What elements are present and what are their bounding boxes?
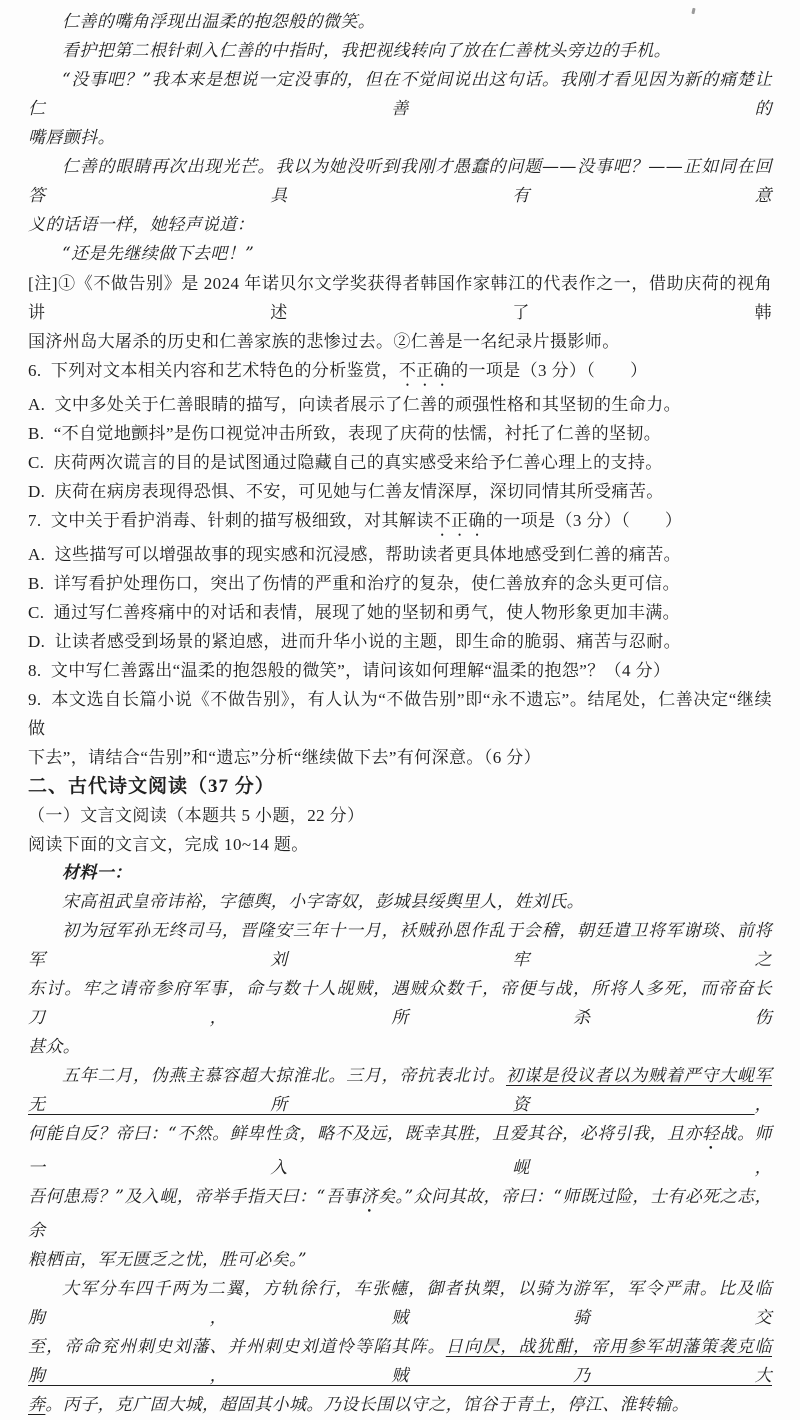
excerpt-line bbox=[28, 124, 772, 153]
question-6-option-c bbox=[28, 448, 772, 477]
text-run: A. 文中多处关于仁善眼睛的描写，向读者展示了仁善的顽强性格和其坚韧的生命力。 bbox=[28, 395, 682, 414]
subsection-1-heading bbox=[28, 801, 772, 830]
text-run: C. 庆荷两次谎言的目的是试图通过隐藏自己的真实感受来给予仁善心理上的支持。 bbox=[28, 453, 663, 472]
text-run: [注]①《不做告别》是 2024 年诺贝尔文学奖获得者韩国作家韩江的代表作之一，借助庆荷的视角讲述了韩 bbox=[28, 274, 772, 322]
text-run: 宋高祖武皇帝讳裕，字德舆，小字寄奴，彭城县绥舆里人，姓刘氏。 bbox=[62, 892, 584, 912]
classical-text-line bbox=[28, 1246, 772, 1275]
question-9 bbox=[28, 743, 772, 772]
footnote-line bbox=[28, 269, 772, 327]
text-run: “还是先继续做下去吧！” bbox=[62, 244, 255, 264]
excerpt-line bbox=[28, 153, 772, 211]
classical-text-line bbox=[28, 917, 772, 975]
text-run: 6. 下列对文本相关内容和艺术特色的分析鉴赏， bbox=[28, 361, 399, 380]
question-7-option-d bbox=[28, 627, 772, 656]
emphasis-dotted-text: 济 bbox=[360, 1187, 379, 1207]
text-run: A. 这些描写可以增强故事的现实感和沉浸感，帮助读者更具体地感受到仁善的痛苦。 bbox=[28, 545, 682, 564]
text-run: ， bbox=[754, 1095, 772, 1115]
underlined-text: 初谋是役议者以为贼着严守大岘军无所资 bbox=[28, 1066, 773, 1115]
text-run: 的一项是（3 分）（ ） bbox=[485, 511, 683, 530]
classical-text-line bbox=[28, 1275, 772, 1333]
text-run: 至，帝命兖州刺史刘藩、并州刺史刘道怜等陷其阵。 bbox=[28, 1337, 446, 1357]
text-run: 下去”，请结合“告别”和“遗忘”分析“继续做下去”有何深意。（6 分） bbox=[28, 748, 542, 767]
excerpt-line bbox=[28, 8, 772, 37]
text-run: 阅读下面的文言文，完成 10~14 题。 bbox=[28, 835, 309, 854]
question-7-option-b bbox=[28, 569, 772, 598]
question-7-option-c bbox=[28, 598, 772, 627]
classical-text-line bbox=[28, 1333, 772, 1391]
classical-text-line bbox=[28, 888, 772, 917]
text-run: C. 通过写仁善疼痛中的对话和表情，展现了她的坚韧和勇气，使人物形象更加丰满。 bbox=[28, 603, 681, 622]
footnote-line bbox=[28, 327, 772, 356]
text-run: B. “不自觉地颤抖”是伤口视觉冲击所致，表现了庆荷的怯懦，衬托了仁善的坚韧。 bbox=[28, 424, 662, 443]
text-run: 的一项是（3 分）（ ） bbox=[451, 361, 648, 380]
text-run: 初为冠军孙无终司马，晋隆安三年十一月，袄贼孙恩作乱于会稽，朝廷遣卫将军谢琰、前将军刘牢之 bbox=[28, 921, 772, 970]
question-7-option-a bbox=[28, 540, 772, 569]
document-lines bbox=[28, 8, 772, 1420]
emphasis-dotted-text: 不正确 bbox=[398, 361, 452, 380]
text-run: 看护把第二根针刺入仁善的中指时，我把视线转向了放在仁善枕头旁边的手机。 bbox=[62, 41, 671, 61]
excerpt-line bbox=[28, 66, 772, 124]
question-7-stem bbox=[28, 506, 772, 540]
text-run: 仁善的眼睛再次出现光芒。我以为她没听到我刚才愚蠢的问题——没事吧？——正如同在回答具有意 bbox=[28, 157, 772, 206]
excerpt-line bbox=[28, 240, 772, 269]
classical-text-line bbox=[28, 1391, 772, 1420]
text-run: 国济州岛大屠杀的历史和仁善家族的悲惨过去。②仁善是一名纪录片摄影师。 bbox=[28, 332, 620, 351]
reading-instruction bbox=[28, 830, 772, 859]
text-run: 9. 本文选自长篇小说《不做告别》，有人认为“不做告别”即“永不遗忘”。结尾处，仁善决定“继续做 bbox=[28, 690, 772, 738]
text-run: 甚众。 bbox=[28, 1037, 81, 1057]
text-run: 矣。”众问其故，帝曰：“师既过险，士有必死之志，余 bbox=[28, 1187, 772, 1241]
text-run: D. 庆荷在病房表现得恐惧、不安，可见她与仁善友情深厚，深切同情其所受痛苦。 bbox=[28, 482, 664, 501]
text-run: 五年二月，伪燕主慕容超大掠淮北。三月，帝抗表北讨。 bbox=[62, 1066, 506, 1086]
text-run: （一）文言文阅读（本题共 5 小题，22 分） bbox=[28, 806, 365, 825]
text-run: 义的话语一样，她轻声说道： bbox=[28, 215, 255, 235]
text-run: 吾何患焉？”及入岘，帝举手指天曰：“吾事 bbox=[28, 1187, 361, 1207]
text-run: 材料一： bbox=[62, 863, 132, 883]
excerpt-line bbox=[28, 211, 772, 240]
text-run: 。丙子，克广固大城，超固其小城。乃设长围以守之，馆谷于青土，停江、淮转输。 bbox=[45, 1395, 690, 1415]
emphasis-dotted-text: 轻 bbox=[702, 1124, 720, 1144]
text-run: “没事吧？”我本来是想说一定没事的，但在不觉间说出这句话。我刚才看见因为新的痛楚让仁善的 bbox=[28, 70, 772, 119]
text-run: 嘴唇颤抖。 bbox=[28, 128, 115, 148]
text-run: 大军分车四千两为二翼，方轨徐行，车张幰，御者执槊，以骑为游军，军令严肃。比及临朐，贼骑交 bbox=[28, 1279, 772, 1328]
question-6-stem bbox=[28, 356, 772, 390]
question-6-option-a bbox=[28, 390, 772, 419]
text-run: 8. 文中写仁善露出“温柔的抱怨般的微笑”，请问该如何理解“温柔的抱怨”？（4 分） bbox=[28, 661, 671, 680]
question-9 bbox=[28, 685, 772, 743]
text-run: 何能自反？帝曰：“不然。鲜卑性贪，略不及远，既幸其胜，且爱其谷，必将引我，且亦 bbox=[28, 1124, 703, 1144]
text-run: 二、古代诗文阅读（37 分） bbox=[28, 776, 275, 797]
text-run: 粮栖亩，军无匮乏之忧，胜可必矣。” bbox=[28, 1250, 307, 1270]
classical-text-line bbox=[28, 1033, 772, 1062]
section-2-heading bbox=[28, 772, 772, 801]
classical-text-line bbox=[28, 975, 772, 1033]
question-8 bbox=[28, 656, 772, 685]
text-run: 7. 文中关于看护消毒、针刺的描写极细致，对其解读 bbox=[28, 511, 434, 530]
classical-text-line bbox=[28, 1062, 772, 1120]
classical-text-line bbox=[28, 1120, 772, 1183]
question-6-option-b bbox=[28, 419, 772, 448]
excerpt-line bbox=[28, 37, 772, 66]
text-run: 东讨。牢之请帝参府军事，命与数十人觇贼，遇贼众数千，帝便与战，所将人多死，而帝奋长刀，所杀伤 bbox=[28, 979, 772, 1028]
text-run: 仁善的嘴角浮现出温柔的抱怨般的微笑。 bbox=[62, 12, 376, 32]
underlined-text: 奔 bbox=[28, 1395, 46, 1415]
material-1-label bbox=[28, 859, 772, 888]
text-run: 战。师一入岘， bbox=[28, 1124, 772, 1178]
emphasis-dotted-text: 不正确 bbox=[433, 511, 486, 530]
classical-text-line bbox=[28, 1183, 772, 1246]
text-run: B. 详写看护处理伤口，突出了伤情的严重和治疗的复杂，使仁善放弃的念头更可信。 bbox=[28, 574, 681, 593]
text-run: D. 让读者感受到场景的紧迫感，进而升华小说的主题，即生命的脆弱、痛苦与忍耐。 bbox=[28, 632, 682, 651]
question-6-option-d bbox=[28, 477, 772, 506]
underlined-text: 日向昃，战犹酣，帝用参军胡藩策袭克临朐，贼乃大 bbox=[28, 1337, 772, 1386]
